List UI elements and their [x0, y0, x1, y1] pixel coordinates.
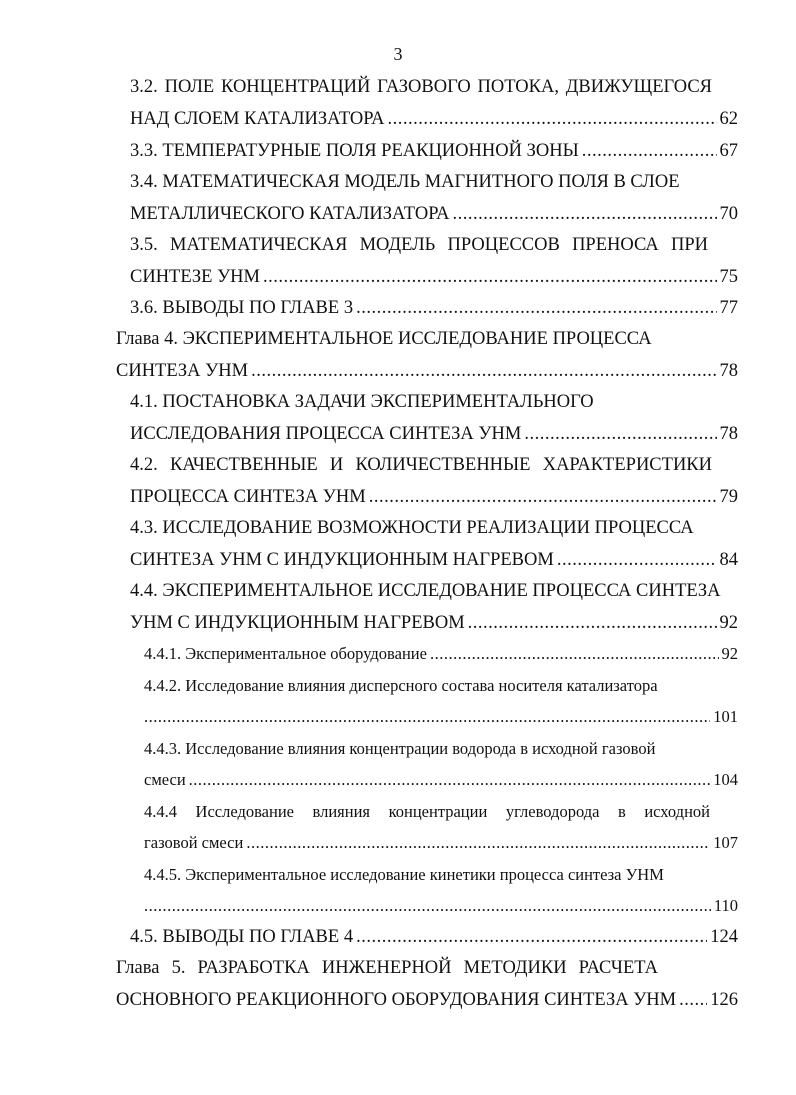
- toc-entry-4-4: 4.4. ЭКСПЕРИМЕНТАЛЬНОЕ ИССЛЕДОВАНИЕ ПРОЦЕССА СИНТЕЗА: [130, 581, 721, 601]
- toc-page-number: 84: [719, 550, 738, 570]
- toc-entry-4-1-cont: [130, 419, 738, 449]
- toc-entry-text: МЕТАЛЛИЧЕСКОГО КАТАЛИЗАТОРА: [130, 204, 450, 224]
- toc-entry-4-1: 4.1. ПОСТАНОВКА ЗАДАЧИ ЭКСПЕРИМЕНТАЛЬНОГО: [130, 392, 594, 412]
- toc-entry-3-5-cont: [130, 262, 738, 292]
- leader-dots: [251, 356, 716, 386]
- toc-page-number: 78: [719, 361, 738, 381]
- leader-dots: [246, 828, 710, 858]
- toc-entry-text: СИНТЕЗА УНМ С ИНДУКЦИОННЫМ НАГРЕВОМ: [130, 550, 554, 570]
- toc-entry-text: СИНТЕЗЕ УНМ: [130, 267, 260, 287]
- toc-entry-text: СИНТЕЗА УНМ: [116, 361, 249, 381]
- leader-dots: [430, 639, 719, 669]
- toc-page-number: 92: [719, 613, 738, 633]
- toc-entry-text: УНМ С ИНДУКЦИОННЫМ НАГРЕВОМ: [130, 613, 465, 633]
- toc-page-number: 126: [710, 990, 738, 1010]
- toc-entry-text: ПРОЦЕССА СИНТЕЗА УНМ: [130, 487, 366, 507]
- toc-entry-4-4-3: 4.4.3. Исследование влияния концентрации водорода в исходной газовой: [144, 739, 656, 758]
- toc-page-number: 110: [713, 896, 738, 915]
- leader-dots: [388, 104, 717, 134]
- toc-entry-4-4-3-cont: [144, 765, 738, 795]
- toc-entry-4-2: 4.2. КАЧЕСТВЕННЫЕ И КОЛИЧЕСТВЕННЫЕ ХАРАКТЕРИСТИКИ: [130, 455, 712, 475]
- leader-dots: [679, 985, 707, 1015]
- toc-entry-3-3: [130, 136, 738, 166]
- toc-chapter-4-cont: [116, 356, 738, 386]
- leader-dots: [263, 262, 717, 292]
- leader-dots: [524, 419, 716, 449]
- toc-entry-4-3: 4.3. ИССЛЕДОВАНИЕ ВОЗМОЖНОСТИ РЕАЛИЗАЦИИ ПРОЦЕССА: [130, 518, 694, 538]
- toc-entry-4-2-cont: [130, 482, 738, 512]
- toc-entry-text: 3.3. ТЕМПЕРАТУРНЫЕ ПОЛЯ РЕАКЦИОННОЙ ЗОНЫ: [130, 141, 579, 161]
- leader-dots: [356, 922, 707, 952]
- toc-page-number: 67: [719, 141, 738, 161]
- toc-entry-3-2: 3.2. ПОЛЕ КОНЦЕНТРАЦИЙ ГАЗОВОГО ПОТОКА, ДВИЖУЩЕГОСЯ: [130, 77, 712, 97]
- toc-entry-3-5: 3.5. МАТЕМАТИЧЕСКАЯ МОДЕЛЬ ПРОЦЕССОВ ПРЕНОСА ПРИ: [130, 235, 708, 255]
- page-number: 3: [393, 44, 403, 64]
- toc-page-number: 62: [719, 109, 738, 129]
- toc-entry-text: 4.5. ВЫВОДЫ ПО ГЛАВЕ 4: [130, 927, 354, 947]
- toc-entry-3-4: 3.4. МАТЕМАТИЧЕСКАЯ МОДЕЛЬ МАГНИТНОГО ПОЛЯ В СЛОЕ: [130, 172, 680, 192]
- toc-entry-4-4-5: 4.4.5. Экспериментальное исследование кинетики процесса синтеза УНМ: [144, 865, 664, 884]
- toc-entry-text: 3.6. ВЫВОДЫ ПО ГЛАВЕ 3: [130, 298, 354, 318]
- leader-dots: [453, 199, 717, 229]
- toc-entry-4-3-cont: [130, 545, 738, 575]
- leader-dots: [557, 545, 717, 575]
- leader-dots: [369, 482, 717, 512]
- toc-entry-3-6: [130, 293, 738, 323]
- leader-dots: [144, 891, 711, 921]
- toc-entry-4-4-1: [144, 639, 738, 669]
- toc-chapter-4: Глава 4. ЭКСПЕРИМЕНТАЛЬНОЕ ИССЛЕДОВАНИЕ ПРОЦЕССА: [116, 329, 652, 349]
- toc-page-number: 124: [710, 927, 738, 947]
- toc-entry-4-4-2: 4.4.2. Исследование влияния дисперсного состава носителя катализатора: [144, 676, 658, 695]
- leader-dots: [144, 702, 710, 732]
- toc-chapter-5: Глава 5. РАЗРАБОТКА ИНЖЕНЕРНОЙ МЕТОДИКИ РАСЧЕТА: [116, 958, 658, 978]
- toc-entry-4-4-4: 4.4.4 Исследование влияния концентрации углеводорода в исходной: [144, 802, 710, 821]
- toc-entry-text: 4.4.1. Экспериментальное оборудование: [144, 644, 427, 663]
- leader-dots: [582, 136, 717, 166]
- toc-entry-text: газовой смеси: [144, 833, 244, 852]
- toc-page-number: 79: [719, 487, 738, 507]
- toc-page-number: 77: [719, 298, 738, 318]
- toc-entry-4-5: [130, 922, 738, 952]
- toc-page-number: 107: [713, 833, 738, 852]
- toc-page-number: 104: [713, 770, 738, 789]
- toc-page-number: 70: [719, 204, 738, 224]
- toc-page-number: 78: [719, 424, 738, 444]
- toc-page-number: 75: [719, 267, 738, 287]
- toc-entry-4-4-2-cont: [144, 702, 738, 732]
- leader-dots: [356, 293, 716, 323]
- toc-page-number: 101: [713, 707, 738, 726]
- toc-entry-4-4-cont: [130, 608, 738, 638]
- toc-entry-text: смеси: [144, 770, 186, 789]
- toc-chapter-5-cont: [116, 985, 738, 1015]
- toc-entry-text: ИССЛЕДОВАНИЯ ПРОЦЕССА СИНТЕЗА УНМ: [130, 424, 522, 444]
- toc-entry-text: ОСНОВНОГО РЕАКЦИОННОГО ОБОРУДОВАНИЯ СИНТЕЗА УНМ: [116, 990, 677, 1010]
- toc-entry-4-4-5-cont: [144, 891, 738, 921]
- toc-page-number: 92: [721, 644, 738, 663]
- toc-entry-text: НАД СЛОЕМ КАТАЛИЗАТОРА: [130, 109, 385, 129]
- leader-dots: [468, 608, 717, 638]
- toc-entry-4-4-4-cont: [144, 828, 738, 858]
- toc-entry-3-2-cont: [130, 104, 738, 134]
- leader-dots: [189, 765, 711, 795]
- toc-entry-3-4-cont: [130, 199, 738, 229]
